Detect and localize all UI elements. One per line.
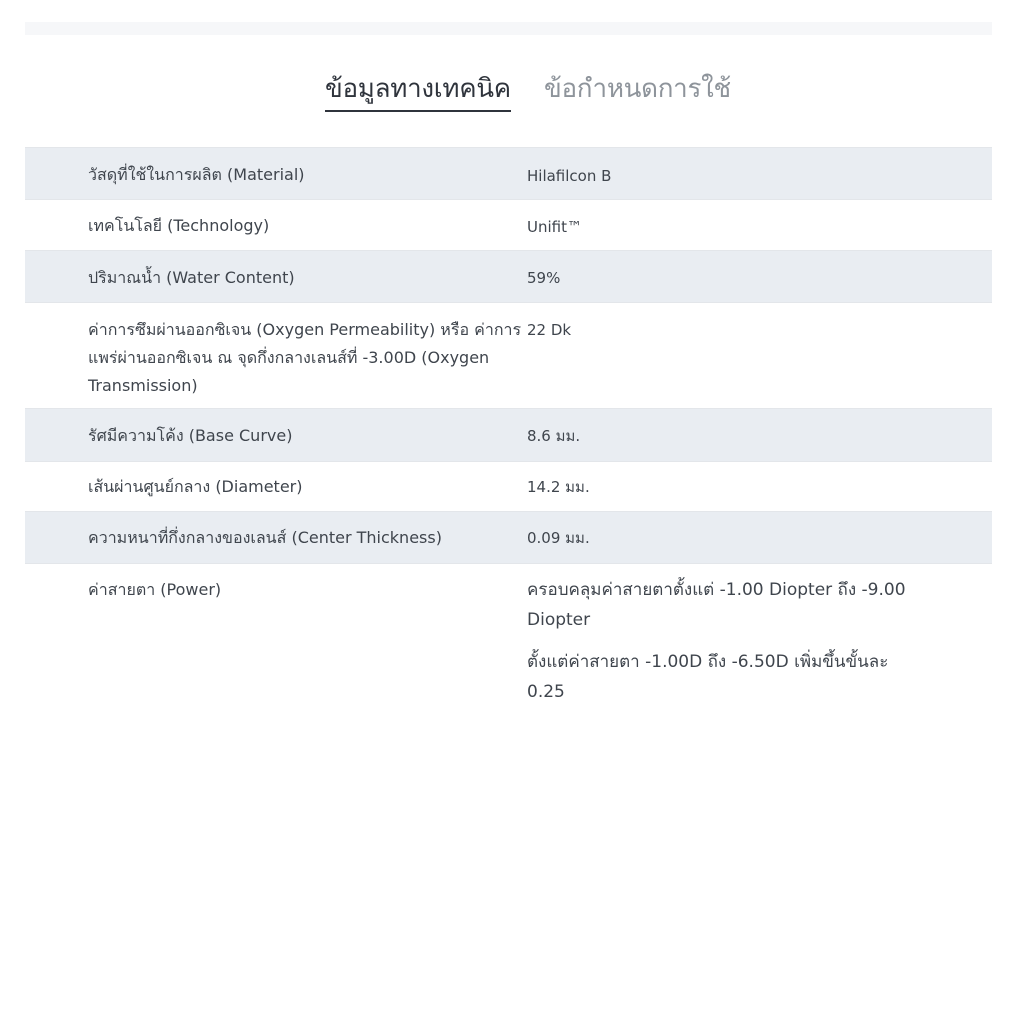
spec-label: วัสดุที่ใช้ในการผลิต (Material) bbox=[88, 165, 305, 184]
spec-label: เทคโนโลยี (Technology) bbox=[88, 216, 270, 235]
spec-value: 0.09 มม. bbox=[527, 529, 590, 547]
spec-value: 8.6 มม. bbox=[527, 427, 581, 445]
spec-value: 22 Dk bbox=[527, 321, 572, 339]
spec-table bbox=[25, 147, 992, 702]
spec-label: ค่าสายตา (Power) bbox=[88, 580, 222, 599]
spec-value: Hilafilcon B bbox=[527, 167, 612, 185]
spec-label: ค่าการซึมผ่านออกซิเจน (Oxygen Permeability) หรือ ค่าการแพร่ผ่านออกซิเจน ณ จุดกึ่งกลางเลนส์ที่ -3.00D (Oxygen Transmission) bbox=[88, 320, 522, 395]
spec-row-base-curve bbox=[25, 409, 992, 462]
spec-row-center-thickness bbox=[25, 512, 992, 564]
spec-row-technology bbox=[25, 200, 992, 251]
spec-value: 59% bbox=[527, 269, 561, 287]
spec-row-diameter bbox=[25, 462, 992, 512]
tab-usage-terms[interactable]: ข้อกำหนดการใช้ bbox=[544, 74, 731, 104]
spec-value: Unifit™ bbox=[527, 218, 582, 236]
spec-label: เส้นผ่านศูนย์กลาง (Diameter) bbox=[88, 477, 303, 496]
tab-technical-info[interactable]: ข้อมูลทางเทคนิค bbox=[325, 68, 511, 112]
spec-tabs bbox=[0, 68, 1024, 114]
spec-label: รัศมีความโค้ง (Base Curve) bbox=[88, 426, 293, 445]
spec-row-power bbox=[25, 564, 992, 702]
spec-value: 14.2 มม. bbox=[527, 478, 590, 496]
spec-value-power bbox=[527, 575, 927, 707]
top-divider-strip bbox=[25, 22, 992, 35]
power-range-text: ครอบคลุมค่าสายตาตั้งแต่ -1.00 Diopter ถึง -9.00 Diopter bbox=[527, 580, 906, 630]
spec-row-oxygen bbox=[25, 303, 992, 409]
spec-label: ความหนาที่กึ่งกลางของเลนส์ (Center Thickness) bbox=[88, 528, 442, 547]
spec-row-material bbox=[25, 148, 992, 200]
spec-label: ปริมาณน้ำ (Water Content) bbox=[88, 268, 295, 287]
spec-row-water-content bbox=[25, 251, 992, 303]
power-step-text: ตั้งแต่ค่าสายตา -1.00D ถึง -6.50D เพิ่มขึ้นขั้นละ 0.25 bbox=[527, 652, 889, 702]
